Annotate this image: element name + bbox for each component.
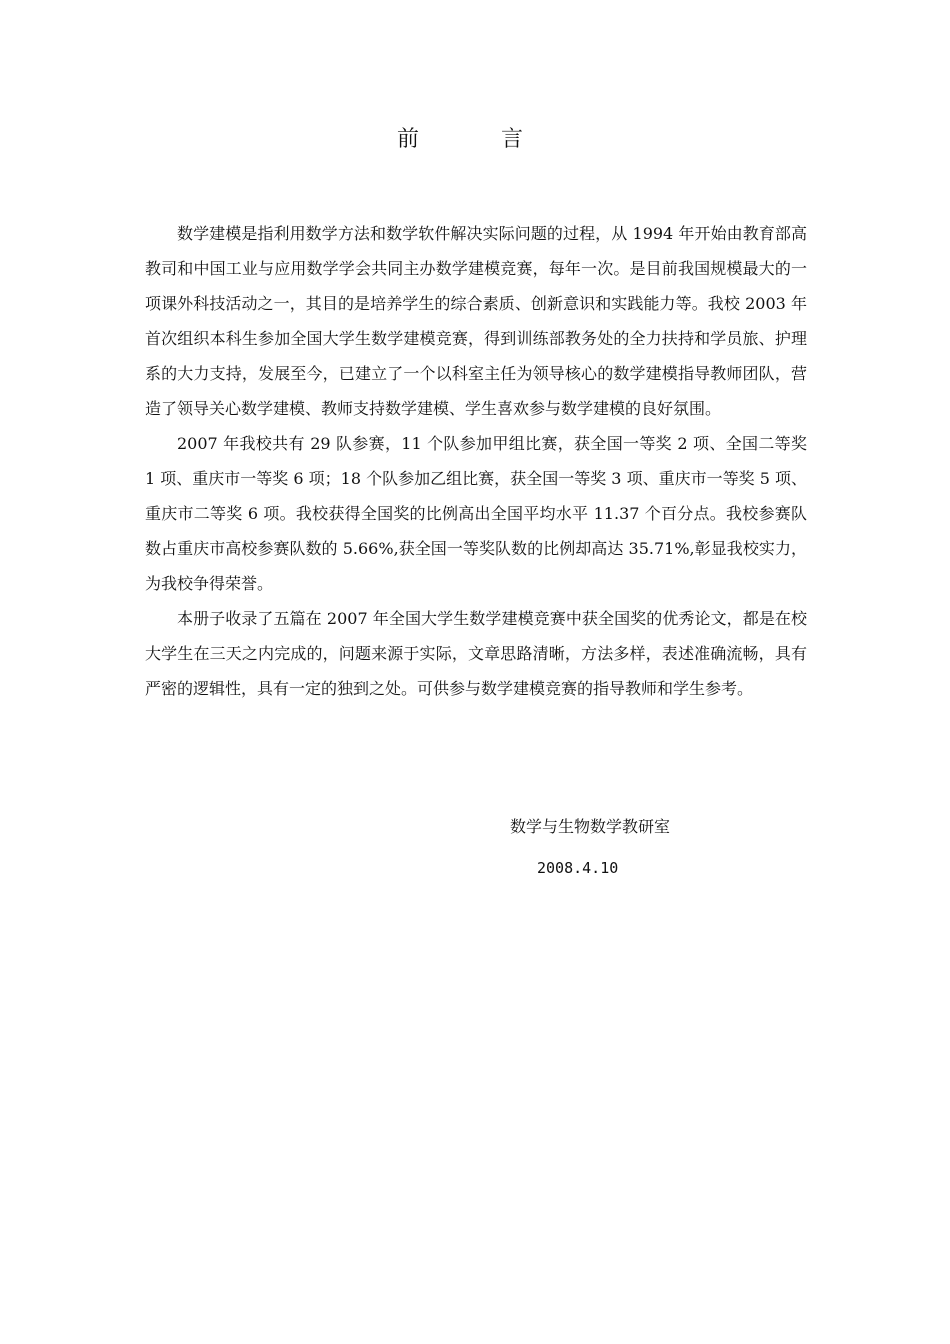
paragraph-3: 本册子收录了五篇在 2007 年全国大学生数学建模竞赛中获全国奖的优秀论文，都是在校大学生在三天之内完成的，问题来源于实际，文章思路清晰，方法多样，表述准确流畅，具有严密的逻辑性，具有一定的独到之处。可供参与数学建模竞赛的指导教师和学生参考。 [145,609,807,698]
paragraph-1: 数学建模是指利用数学方法和数学软件解决实际问题的过程，从 1994 年开始由教育部高教司和中国工业与应用数学学会共同主办数学建模竞赛，每年一次。是目前我国规模最大的一项课外科技活动之一，其目的是培养学生的综合素质、创新意识和实践能力等。我校 2003 年首次组织本科生参加全国大学生数学建模竞赛，得到训练部教务处的全力扶持和学员旅、护理系的大力支持，发展至今，已建立了一个以科室主任为领导核心的数学建模指导教师团队，营造了领导关心数学建模、教师支持数学建模、学生喜欢参与数学建模的良好氛围。 [145,224,807,418]
date: 2008.4.10 [537,859,619,877]
paragraph-2: 2007 年我校共有 29 队参赛，11 个队参加甲组比赛，获全国一等奖 2 项、全国二等奖 1 项、重庆市一等奖 6 项；18 个队参加乙组比赛，获全国一等奖 3 项、重庆市一等奖 5 项、重庆市二等奖 6 项。我校获得全国奖的比例高出全国平均水平 11.37 个百分点。我校参赛队数占重庆市高校参赛队数的 5.66%,获全国一等奖队数的比例却高达 35.71%,彰显我校实力，为我校争得荣誉。 [145,434,807,593]
signature: 数学与生物数学教研室 [510,817,671,836]
page-title: 前 言 [396,127,553,152]
preface-body [145,216,807,706]
